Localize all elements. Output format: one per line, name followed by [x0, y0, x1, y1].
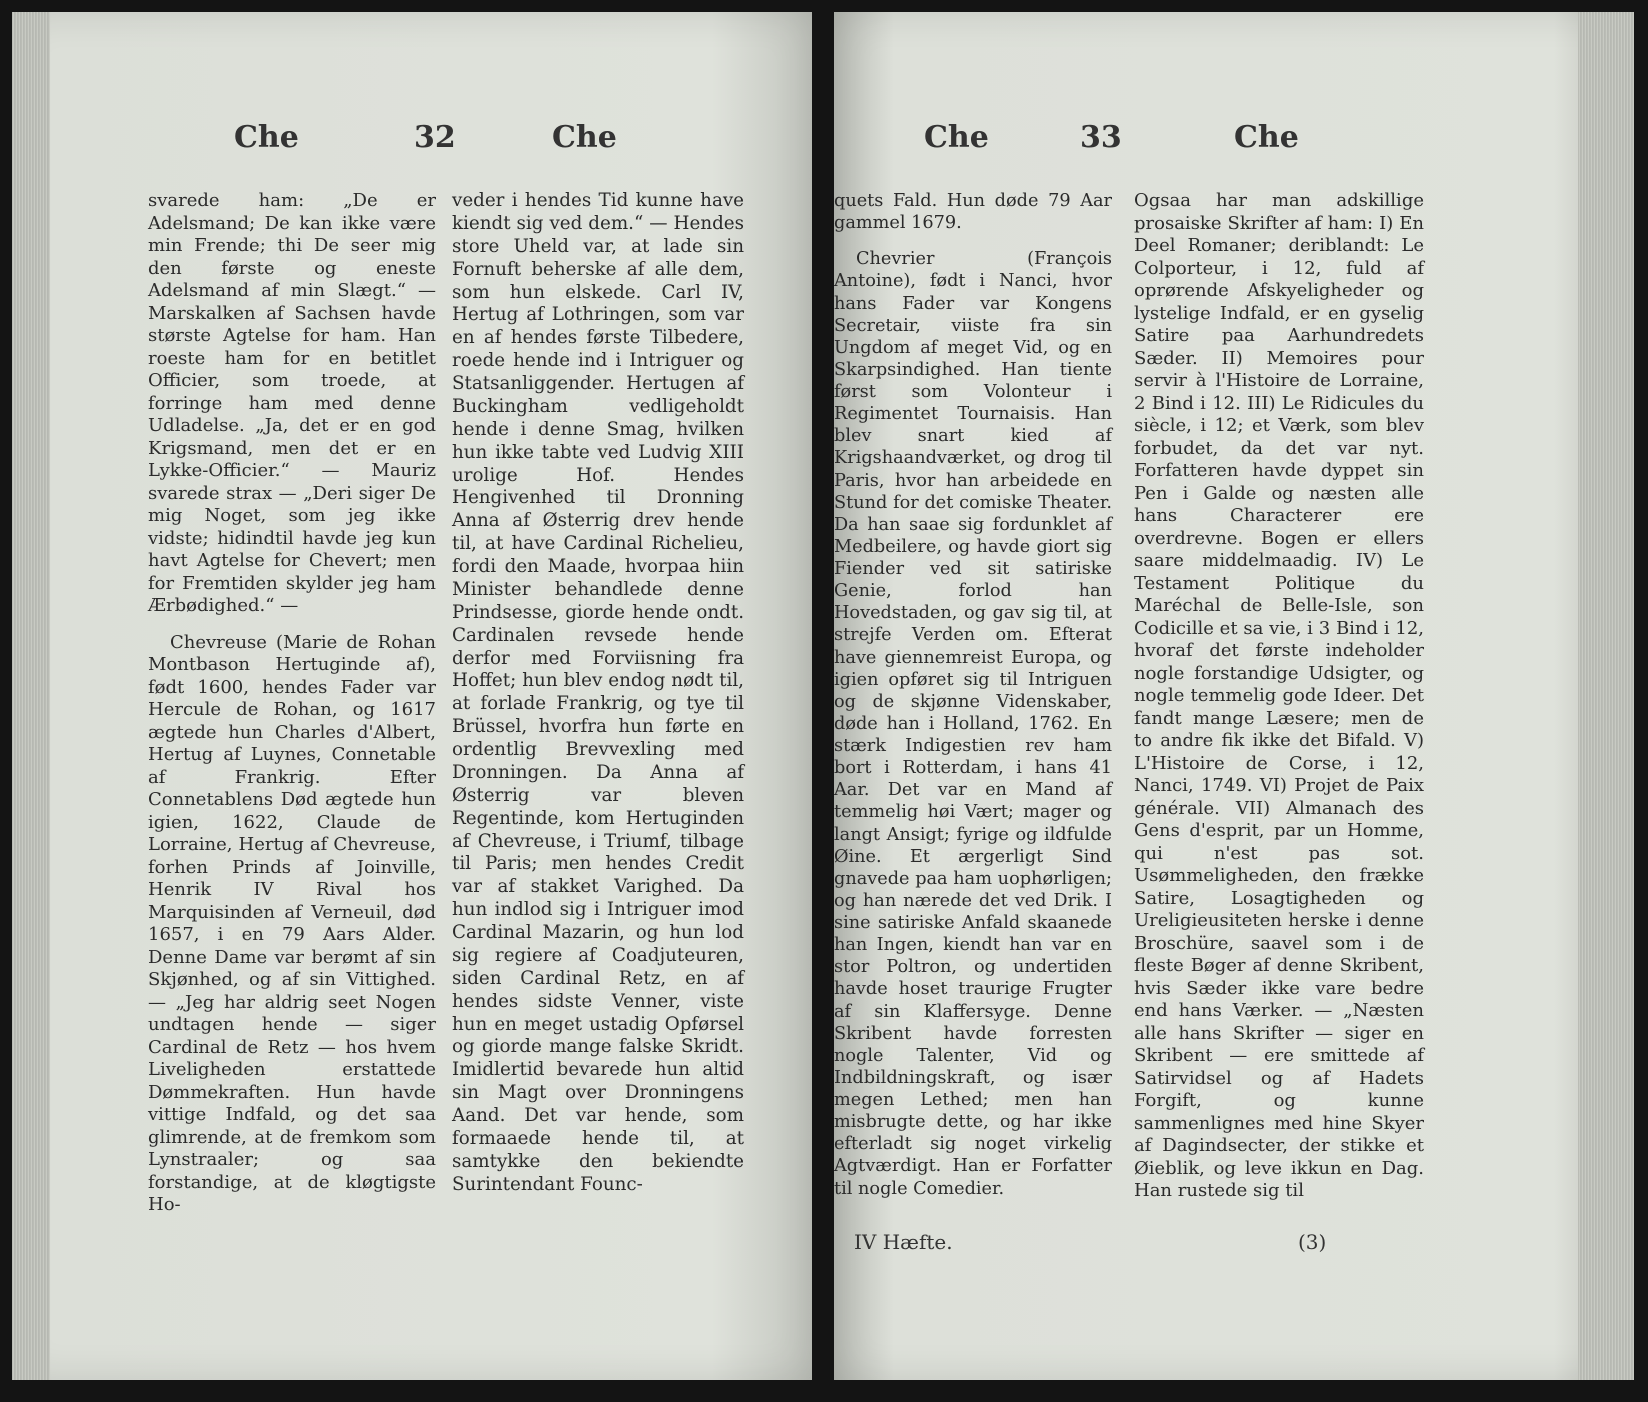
paragraph: quets Fald. Hun døde 79 Aar gammel 1679. [834, 191, 1112, 234]
sheet-mark: (3) [1298, 1230, 1327, 1254]
right-page-column-1 [834, 190, 1112, 1200]
running-head-left: Che [924, 120, 989, 155]
right-page [834, 12, 1634, 1380]
left-page-column-1 [148, 190, 436, 1217]
left-page [12, 12, 812, 1380]
page-number: 32 [414, 120, 456, 155]
paragraph: svarede ham: „De er Adelsmand; De kan ikke være min Frende; thi De seer mig den første og eneste Adelsmand af min Slægt.“ — Marskalken af Sachsen havde største Agtelse for ham. Han roeste ham for en betitlet Officier, som troede, at forringe ham med denne Udladelse. „Ja, det er en god Krigsmand, men det er en Lykke-Officier.“ — Mauriz svarede strax — „Deri siger De mig Noget, som jeg ikke vidste; hidindtil havde jeg kun havt Agtelse for Chevert; men for Fremtiden skylder jeg ham Ærbødighed.“ — [148, 190, 436, 616]
paragraph: Ogsaa har man adskillige prosaiske Skrifter af ham: I) En Deel Romaner; deriblandt: Le Colporteur, i 12, fuld af oprørende Afskyeligheder og lystelige Indfald, er en gyselig Satire paa Aarhundredets Sæder. II) Memoires pour servir à l'Histoire de Lorraine, 2 Bind i 12. III) Le Ridicules du siècle, i 12; et Værk, som blev forbudet, da det var nyt. Forfatteren havde dyppet sin Pen i Galde og næsten alle hans Characterer ere overdrevne. Bogen er ellers saare middelmaadig. IV) Le Testament Politique du Maréchal de Belle-Isle, son Codicille et sa vie, i 3 Bind i 12, hvoraf det første indeholder nogle forstandige Udsigter, og nogle temmelig gode Ideer. Det fandt mange Læsere; men de to andre fik ikke det Bifald. V) L'Histoire de Corse, i 12, Nanci, 1749. VI) Projet de Paix générale. VII) Almanach des Gens d'esprit, par un Homme, qui n'est pas sot. Usømmeligheden, den frække Satire, Losagtigheden og Ureligieusiteten herske i denne Broschüre, saavel som i de fleste Bøger af denne Skribent, hvis Sæder ikke vare bedre end hans Værker. — „Næsten alle hans Skrifter — siger en Skribent — ere smittede af Satirvidsel og af Hadets Forgift, og kunne sammenlignes med hine Skyer af Dagindsecter, der stikke et Øieblik, og leve ikkun en Dag. Han rustede sig til [1134, 190, 1424, 1201]
page-edge-strip [1578, 12, 1634, 1380]
running-head-left: Che [234, 120, 299, 155]
page-number: 33 [1080, 120, 1122, 155]
paragraph: Chevrier (François Antoine), født i Nanci, hvor hans Fader var Kongens Secretair, viiste fra sin Ungdom af meget Vid, og en Skarpsindighed. Han tiente først som Volonteur i Regimentet Tournaisis. Han blev snart kied af Krigshaandværket, og drog til Paris, hvor han arbeidede en Stund for det comiske Theater. Da han saae sig fordunklet af Medbeilere, og havde giort sig Fiender ved sit satiriske Genie, forlod han Hovedstaden, og gav sig til, at strejfe Verden om. Efterat have giennemreist Europa, og igien opføret sig til Intriguen og de skjønne Videnskaber, døde han i Holland, 1762. En stærk Indigestien rev ham bort i Rotterdam, i hans 41 Aar. Det var en Mand af temmelig høi Vært; mager og langt Ansigt; fyrige og ildfulde Øine. Et ærgerligt Sind gnavede paa ham uophørligen; og han nærede det ved Drik. I sine satiriske Anfald skaanede han Ingen, kiendt han var en stor Poltron, og undertiden havde hoset traurige Frugter af sin Klaffersyge. Denne Skribent havde forresten nogle Talenter, Vid og Indbildningskraft, og især megen Lethed; men han misbrugte dette, og har ikke efterladt sig noget virkelig Agtværdigt. Han er Forfatter til nogle Comedier. [834, 249, 1112, 1199]
page-edge-strip [12, 12, 50, 1380]
running-head-right: Che [552, 120, 617, 155]
right-page-column-2 [1134, 190, 1424, 1203]
running-head-right: Che [1234, 120, 1299, 155]
signature-mark: IV Hæfte. [854, 1230, 953, 1254]
paragraph: veder i hendes Tid kunne have kiendt sig ved dem.“ — Hendes store Uheld var, at lade sin Fornuft beherske af alle dem, som hun elskede. Carl IV, Hertug af Lothringen, som var en af hendes første Tilbedere, roede hende ind i Intriguer og Statsanliggender. Hertugen af Buckingham vedligeholdt hende i denne Smag, hvilken hun ikke tabte ved Ludvig XIII urolige Hof. Hendes Hengivenhed til Dronning Anna af Østerrig drev hende til, at have Cardinal Richelieu, fordi den Maade, hvorpaa hiin Minister behandlede denne Prindsesse, giorde hende ondt. Cardinalen revsede hende derfor med Forviisning fra Hoffet; hun blev endog nødt til, at forlade Frankrig, og tye til Brüssel, hvorfra hun førte en ordentlig Brevvexling med Dronningen. Da Anna af Østerrig var bleven Regentinde, kom Hertuginden af Chevreuse, i Triumf, tilbage til Paris; men hendes Credit var af stakket Varighed. Da hun indlod sig i Intriguer imod Cardinal Mazarin, og hun lod sig regiere af Coadjuteuren, siden Cardinal Retz, en af hendes sidste Venner, viste hun en meget ustadig Opførsel og giorde mange falske Skridt. Imidlertid bevarede hun altid sin Magt over Dronningens Aand. Det var hende, som formaaede hende til, at samtykke den bekiendte Surintendant Founc- [452, 190, 744, 1195]
paragraph: Chevreuse (Marie de Rohan Montbason Hertuginde af), født 1600, hendes Fader var Hercule de Rohan, og 1617 ægtede hun Charles d'Albert, Hertug af Luynes, Connetable af Frankrig. Efter Connetablens Død ægtede hun igien, 1622, Claude de Lorraine, Hertug af Chevreuse, forhen Prinds af Joinville, Henrik IV Rival hos Marquisinden af Verneuil, død 1657, i en 79 Aars Alder. Denne Dame var berømt af sin Skjønhed, og af sin Vittighed. — „Jeg har aldrig seet Nogen undtagen hende — siger Cardinal de Retz — hos hvem Liveligheden erstattede Dømmekraften. Hun havde vittige Indfald, og det saa glimrende, at de fremkom som Lynstraaler; og saa forstandige, at de kløgtigste Ho- [148, 631, 436, 1215]
left-page-column-2 [452, 190, 744, 1197]
